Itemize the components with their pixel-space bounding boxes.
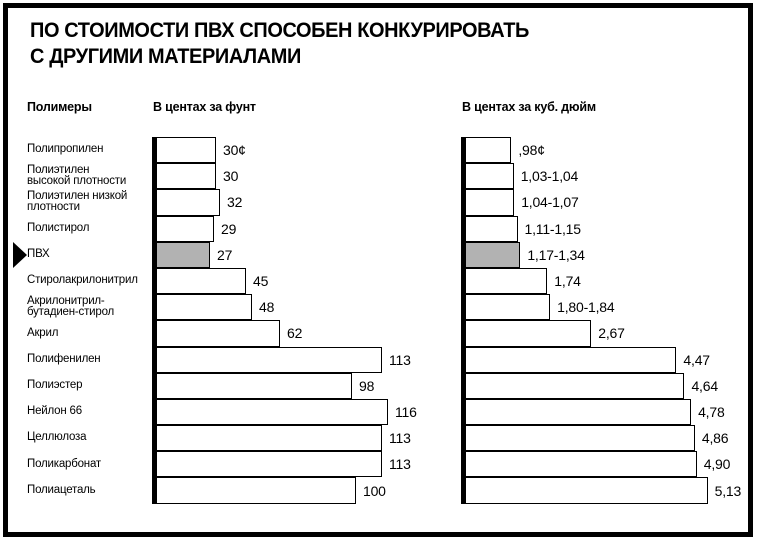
bar-row xyxy=(156,216,461,242)
bar-value-label: 4,64 xyxy=(691,377,718,394)
column-header-cents-per-cubic-inch: В центах за куб. дюйм xyxy=(462,100,596,114)
bar-value-label: 113 xyxy=(389,430,411,447)
bar-row xyxy=(465,242,755,268)
bar-row xyxy=(465,477,755,503)
bar-row xyxy=(156,294,461,320)
bar xyxy=(156,373,352,399)
bar-value-label: 4,86 xyxy=(701,430,729,447)
bar-value-label: 62 xyxy=(287,325,303,342)
bar-row xyxy=(465,137,755,163)
bar-row xyxy=(156,347,461,373)
bar xyxy=(465,451,697,477)
bar-row xyxy=(156,425,461,451)
bar-value-label: 5,13 xyxy=(714,482,742,499)
bar xyxy=(156,451,382,477)
column-header-polymers: Полимеры xyxy=(27,100,92,114)
category-label: Полиацеталь xyxy=(27,483,96,496)
bar xyxy=(465,373,684,399)
bar xyxy=(156,425,382,451)
bar-row xyxy=(156,451,461,477)
bar xyxy=(465,137,511,163)
category-label: Полиэтилен высокой плотности xyxy=(27,163,127,188)
bar xyxy=(156,477,356,503)
bar-value-label: 45 xyxy=(253,273,269,290)
bar xyxy=(156,399,388,425)
bar-highlighted xyxy=(465,242,520,268)
bar-value-label: 29 xyxy=(221,220,237,237)
bar-row xyxy=(465,163,755,189)
bar xyxy=(465,268,547,294)
bar-row xyxy=(156,268,461,294)
bar xyxy=(156,137,216,163)
bar-row xyxy=(465,425,755,451)
bar xyxy=(156,216,214,242)
bar-row xyxy=(465,347,755,373)
page-title-line2: С ДРУГИМИ МАТЕРИАЛАМИ xyxy=(30,45,301,68)
bar-chart-cents-per-pound xyxy=(152,137,461,504)
bar xyxy=(156,189,220,215)
category-label: Поликарбонат xyxy=(27,457,101,470)
bar xyxy=(465,216,518,242)
bar-highlighted xyxy=(156,242,210,268)
bar-row xyxy=(156,373,461,399)
page-title xyxy=(30,18,529,70)
bar-value-label: 1,80-1,84 xyxy=(557,299,615,316)
bar-value-label: 30¢ xyxy=(223,142,246,159)
bar-row xyxy=(156,137,461,163)
category-label: Полипропилен xyxy=(27,143,104,156)
bar-value-label: 116 xyxy=(395,403,417,420)
bar-value-label: 4,78 xyxy=(698,403,725,420)
bar-value-label: 4,90 xyxy=(703,456,731,473)
column-header-cents-per-pound: В центах за фунт xyxy=(153,100,256,114)
bar-value-label: 1,74 xyxy=(554,273,581,290)
category-label: Акрилонитрил- бутадиен-стирол xyxy=(27,294,115,319)
bar-row xyxy=(465,216,755,242)
bar-row xyxy=(156,477,461,503)
category-label: Полифенилен xyxy=(27,352,101,365)
bar-row xyxy=(465,399,755,425)
category-labels xyxy=(27,137,153,504)
bar-row xyxy=(156,163,461,189)
bar-value-label: 4,47 xyxy=(683,351,710,368)
bar xyxy=(156,294,252,320)
bar-row xyxy=(156,242,461,268)
bar-value-label: 32 xyxy=(227,194,243,211)
bar-value-label: 1,04-1,07 xyxy=(521,194,579,211)
bar-row xyxy=(465,268,755,294)
bar xyxy=(465,425,695,451)
bar-value-label: 1,03-1,04 xyxy=(520,168,579,185)
bar-value-label: 98 xyxy=(359,377,375,394)
bar-value-label: 1,17-1,34 xyxy=(527,246,585,263)
bar-row xyxy=(465,373,755,399)
bar-value-label: 1,11-1,15 xyxy=(524,220,581,237)
bar-row xyxy=(465,189,755,215)
bar-row xyxy=(156,320,461,346)
category-label: Полиэтилен низкой плотности xyxy=(27,189,128,214)
bar-row xyxy=(465,320,755,346)
bar xyxy=(156,268,246,294)
bar-value-label: 27 xyxy=(217,246,233,263)
category-label: Стиролакрилонитрил xyxy=(27,274,138,287)
bar-value-label: 2,67 xyxy=(598,325,625,342)
bar-value-label: 30 xyxy=(223,168,239,185)
bar xyxy=(465,477,708,503)
bar xyxy=(465,320,591,346)
bar xyxy=(465,399,691,425)
bar-value-label: 113 xyxy=(389,351,411,368)
bar-row xyxy=(465,451,755,477)
bar xyxy=(465,294,550,320)
category-label: ПВХ xyxy=(27,248,50,261)
page-title-line1: ПО СТОИМОСТИ ПВХ СПОСОБЕН КОНКУРИРОВАТЬ xyxy=(30,19,530,42)
bar-row xyxy=(156,189,461,215)
pvc-marker-arrow-icon xyxy=(13,242,27,268)
category-label: Полистирол xyxy=(27,221,90,234)
category-label: Целлюлоза xyxy=(27,431,87,444)
category-label: Нейлон 66 xyxy=(27,405,82,418)
category-label: Полиэстер xyxy=(27,379,83,392)
bar xyxy=(465,163,514,189)
bar-value-label: 48 xyxy=(259,299,275,316)
bar-value-label: 113 xyxy=(389,456,411,473)
bar-row xyxy=(465,294,755,320)
bar xyxy=(156,163,216,189)
bar-chart-cents-per-cubic-inch xyxy=(461,137,755,504)
bar xyxy=(465,347,676,373)
bar xyxy=(465,189,514,215)
bar-value-label: ,98¢ xyxy=(518,142,545,159)
bar-value-label: 100 xyxy=(363,482,386,499)
bar xyxy=(156,320,280,346)
category-label: Акрил xyxy=(27,326,59,339)
bar-row xyxy=(156,399,461,425)
bar xyxy=(156,347,382,373)
